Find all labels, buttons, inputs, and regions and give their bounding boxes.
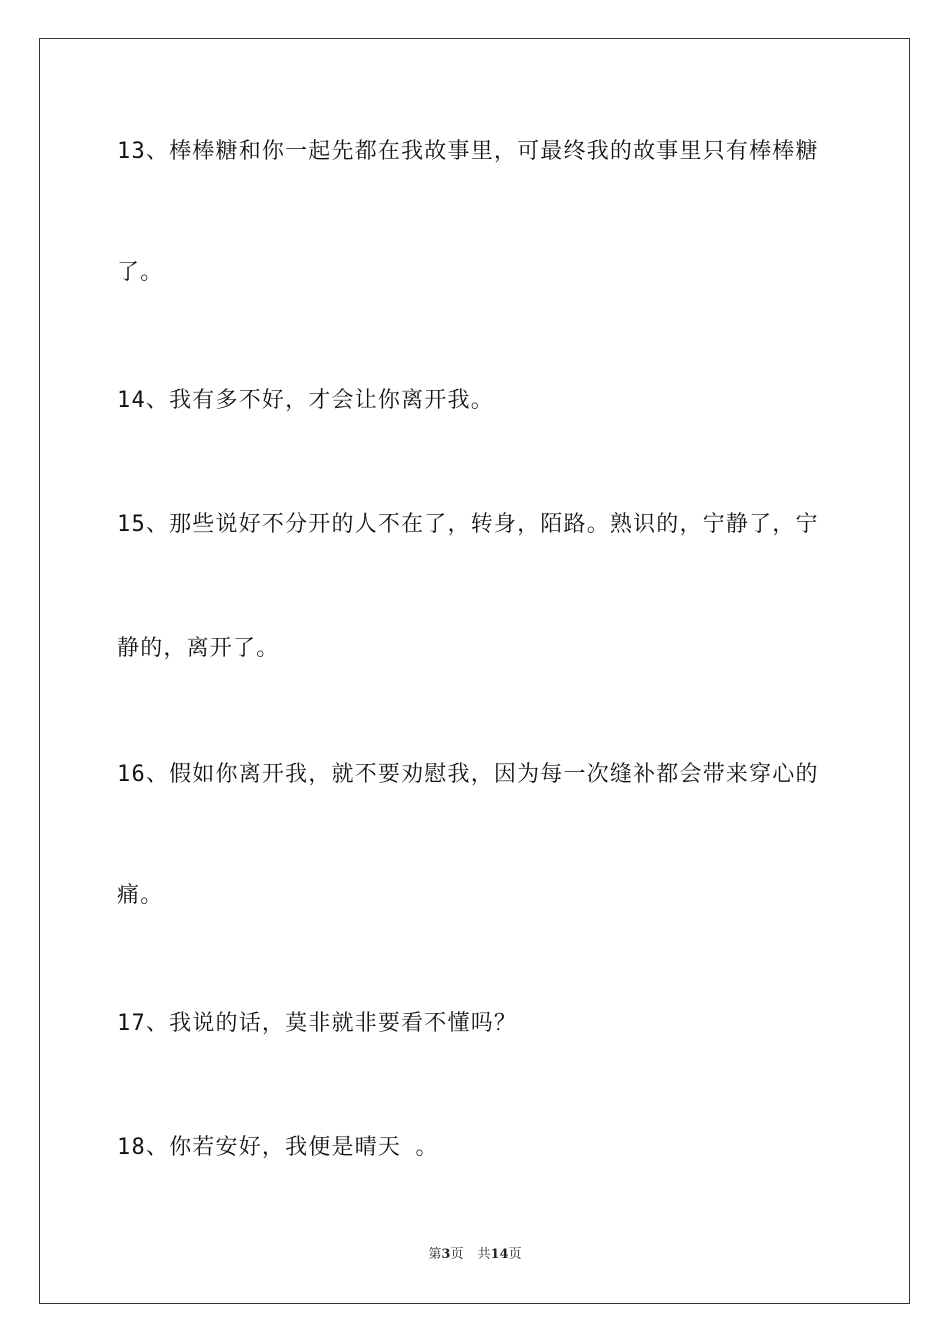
page-suffix: 页 (450, 1247, 464, 1262)
text-line-item-13-part-1: 13、棒棒糖和你一起先都在我故事里，可最终我的故事里只有棒棒糖 (117, 139, 819, 164)
text-line-item-18: 18、你若安好，我便是晴天 。 (117, 1135, 439, 1160)
page-number: 3 (441, 1247, 451, 1262)
text-line-item-15-part-1: 15、那些说好不分开的人不在了，转身，陌路。熟识的，宁静了，宁 (117, 512, 819, 537)
page-footer (0, 1246, 950, 1264)
total-suffix: 页 (508, 1247, 522, 1262)
total-prefix: 共 (477, 1247, 491, 1262)
text-line-item-13-part-2: 了。 (117, 260, 164, 285)
text-line-item-14: 14、我有多不好，才会让你离开我。 (117, 388, 494, 413)
page-prefix: 第 (428, 1247, 442, 1262)
total-pages: 14 (490, 1247, 509, 1262)
text-line-item-15-part-2: 静的，离开了。 (117, 636, 280, 661)
text-line-item-16-part-2: 痛。 (117, 883, 164, 908)
text-line-item-16-part-1: 16、假如你离开我，就不要劝慰我，因为每一次缝补都会带来穿心的 (117, 762, 819, 787)
text-line-item-17: 17、我说的话，莫非就非要看不懂吗？ (117, 1011, 518, 1036)
page-frame (39, 38, 910, 1304)
